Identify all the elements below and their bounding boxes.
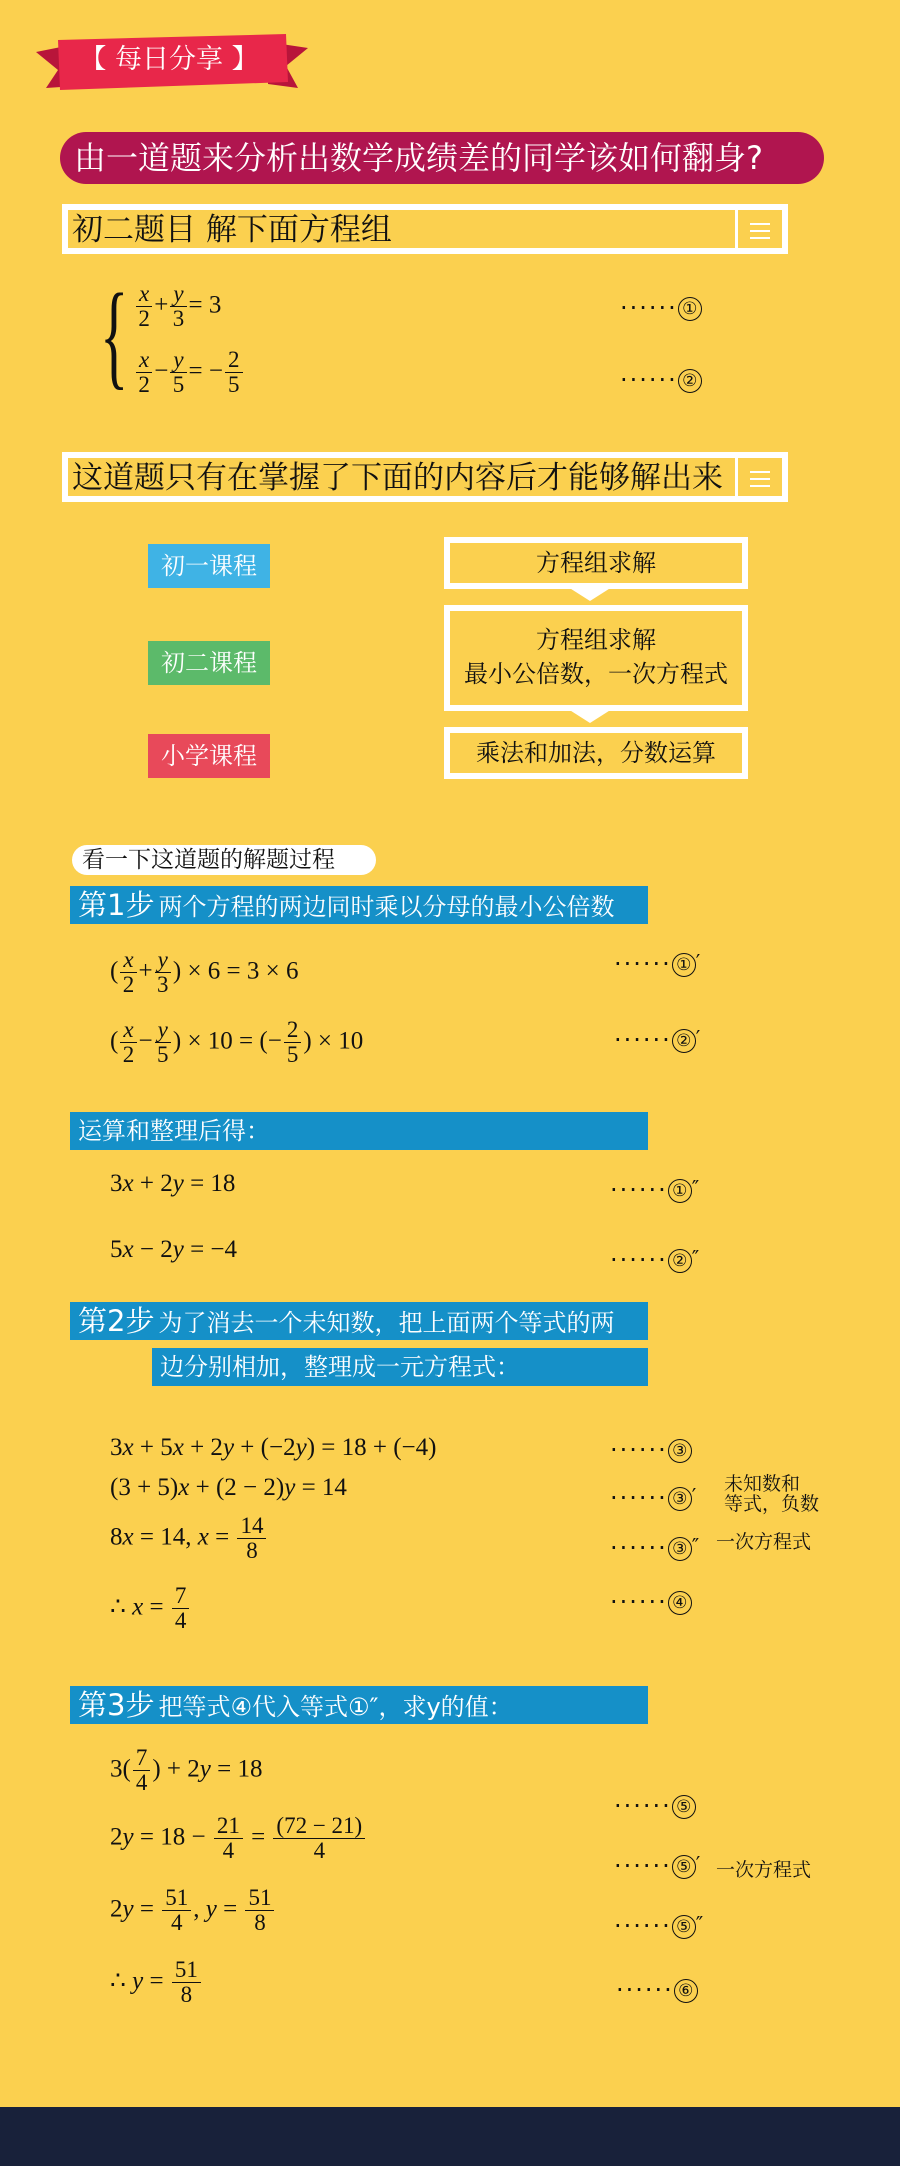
step1-text: 两个方程的两边同时乘以分母的最小公倍数 xyxy=(158,893,615,921)
step2-bar xyxy=(70,1302,648,1340)
marker-5-double-prime: ······ ⑤ ″ xyxy=(614,1912,704,1940)
problem-heading: 初二题目 解下面方程组 xyxy=(68,210,735,248)
marker-3-prime: ······ ③ ′ xyxy=(610,1484,697,1512)
equation-5-prime: 2y = 18 − $\frac{21}{4}$ = $\frac{(72 - 21)}{4}$ xyxy=(110,1814,367,1863)
equation-4: ∴ x = $\frac{7}{4}$ xyxy=(110,1584,191,1633)
note-1 xyxy=(724,1474,819,1514)
knowledge-heading: 这道题只有在掌握了下面的内容后才能够解出来 xyxy=(68,458,735,496)
step3-bar xyxy=(70,1686,648,1724)
equation-3-double-prime: 8x = 14, x = $\frac{14}{8}$ xyxy=(110,1514,268,1563)
knowledge-heading-frame xyxy=(62,452,788,502)
equation-2-prime: ( $\frac{x}{2}$ − $\frac{y}{5}$ ) × 10 = (− $\frac{2}{5}$ ) × 10 xyxy=(110,1017,364,1068)
step2-number: 第2步 xyxy=(78,1304,155,1338)
course-box-3 xyxy=(444,727,748,779)
equation-2: $\frac{x}{2}$ − $\frac{y}{5}$ = − $\frac{2}{5}$ xyxy=(134,348,245,397)
equation-3-prime: (3 + 5)x + (2 − 2)y = 14 xyxy=(110,1474,347,1501)
marker-1-double-prime: ······ ① ″ xyxy=(610,1176,700,1204)
step1-bar xyxy=(70,886,648,924)
organize-bar: 运算和整理后得： xyxy=(70,1112,648,1150)
course-box-3-text: 乘法和加法，分数运算 xyxy=(450,733,742,773)
equation-1-prime: ( $\frac{x}{2}$ + $\frac{y}{3}$ ) × 6 = 3 × 6 xyxy=(110,947,299,998)
course-box-2 xyxy=(444,605,748,711)
note-3: 一次方程式 xyxy=(716,1859,812,1881)
marker-3: ······ ③ xyxy=(610,1436,692,1464)
problem-heading-frame xyxy=(62,204,788,254)
course-box-1 xyxy=(444,537,748,589)
menu-icon[interactable] xyxy=(738,210,782,248)
equation-2-double-prime: 5x − 2y = −4 xyxy=(110,1236,238,1263)
marker-3-double-prime: ······ ③ ″ xyxy=(610,1534,700,1562)
marker-5: ······ ⑤ xyxy=(614,1792,696,1820)
arrow-down-icon xyxy=(568,709,612,723)
step3-text: 把等式④代入等式①″，求y的值： xyxy=(158,1693,513,1721)
process-label: 看一下这道题的解题过程 xyxy=(72,845,376,875)
course-box-1-text: 方程组求解 xyxy=(450,543,742,583)
equation-6: ∴ y = $\frac{51}{8}$ xyxy=(110,1958,203,2007)
brace: { xyxy=(100,269,129,400)
note-1-line1: 未知数和 xyxy=(724,1473,801,1495)
tag-grade2: 初二课程 xyxy=(148,641,270,685)
equation-1-double-prime: 3x + 2y = 18 xyxy=(110,1170,236,1197)
equation-3: 3x + 5x + 2y + (−2y) = 18 + (−4) xyxy=(110,1434,437,1461)
step2-text: 为了消去一个未知数，把上面两个等式的两 xyxy=(158,1309,615,1337)
step1-number: 第1步 xyxy=(78,888,155,922)
arrow-down-icon xyxy=(568,587,612,601)
equation-5-double-prime: 2y = $\frac{51}{4}$ , y = $\frac{51}{8}$ xyxy=(110,1886,276,1935)
ribbon-label: 【 每日分享 】 xyxy=(79,44,259,75)
course-box-2-text xyxy=(450,611,742,705)
equation-5: 3( $\frac{7}{4}$ ) + 2y = 18 xyxy=(110,1745,263,1796)
menu-icon[interactable] xyxy=(738,458,782,496)
marker-2-double-prime: ······ ② ″ xyxy=(610,1246,700,1274)
tag-primary: 小学课程 xyxy=(148,734,270,778)
equation-1: $\frac{x}{2}$ + $\frac{y}{3}$ = 3 xyxy=(134,282,221,331)
marker-1-prime: ······ ① ′ xyxy=(614,950,701,978)
step3-number: 第3步 xyxy=(78,1688,155,1722)
marker-5-prime: ······ ⑤ ′ xyxy=(614,1852,701,1880)
step2-bar-line2: 边分别相加，整理成一元方程式： xyxy=(152,1348,648,1386)
marker-4: ······ ④ xyxy=(610,1588,692,1616)
note-1-line2: 等式，负数 xyxy=(724,1493,820,1515)
marker-2-prime: ······ ② ′ xyxy=(614,1026,701,1054)
course-box-2-line1: 方程组求解 xyxy=(536,626,656,654)
note-2: 一次方程式 xyxy=(716,1531,812,1553)
page-title: 由一道题来分析出数学成绩差的同学该如何翻身? xyxy=(60,132,824,184)
marker-6: ······ ⑥ xyxy=(616,1976,698,2004)
tag-grade1: 初一课程 xyxy=(148,544,270,588)
footer-bar xyxy=(0,2107,900,2166)
course-box-2-line2: 最小公倍数，一次方程式 xyxy=(464,660,728,688)
marker-1: ······ ① xyxy=(620,294,702,322)
marker-2: ······ ② xyxy=(620,366,702,394)
